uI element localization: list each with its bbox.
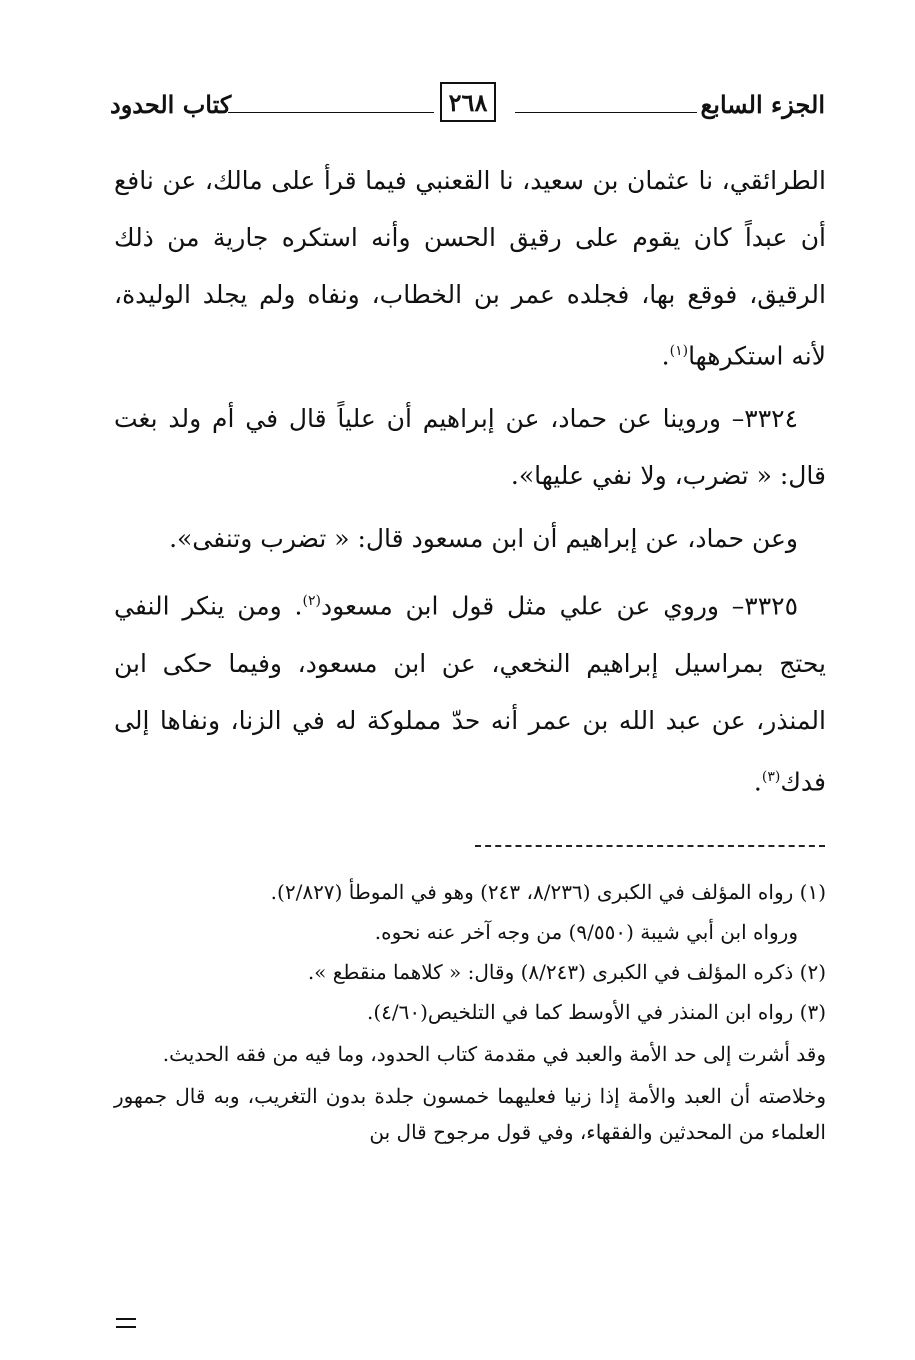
paragraph-3325-text-b: . ومن ينكر النفي يحتج بمراسيل إبراهيم النخعي، عن ابن مسعود، وفيما حكى ابن المنذر، عن عبد الله بن عمر أنه حدّ مملوكة له في الزنا، ونفاها إلى فدك	[114, 591, 826, 796]
paragraph-3324: ٣٣٢٤– وروينا عن حماد، عن إبراهيم أن علياً قال في أم ولد بغت قال: « تضرب، ولا نفي عليها».	[114, 404, 826, 491]
footnote-1-sub: ورواه ابن أبي شيبة (٩/٥٥٠) من وجه آخر عنه نحوه.	[374, 920, 798, 944]
paragraph-3325-end: .	[753, 766, 762, 796]
footnote-1: (١) رواه المؤلف في الكبرى (٨/٢٣٦، ٢٤٣) وهو في الموطأ (٢/٨٢٧).	[270, 880, 826, 904]
paragraph-1	[114, 152, 826, 384]
page-header	[110, 82, 825, 132]
footnote-ref-2: (٢)	[302, 593, 321, 610]
continuation-mark	[116, 1318, 136, 1328]
footnote-comment-2: وخلاصته أن العبد والأمة إذا زنيا فعليهما خمسون جلدة بدون التغريب، وبه قال جمهور العلماء من المحدثين والفقهاء، وفي قول مرجوح قال بن	[114, 1084, 826, 1144]
main-text	[114, 152, 826, 816]
paragraph-1-end: .	[661, 341, 670, 371]
paragraph-1-text: الطرائقي، نا عثمان بن سعيد، نا القعنبي فيما قرأ على مالك، عن نافع أن عبداً كان يقوم على رقيق الحسن وأنه استكره جارية من ذلك الرقيق، فوقع بها، فجلده عمر بن الخطاب، ونفاه ولم يجلد الوليدة، لأنه استكرهها	[114, 166, 826, 371]
footnote-comment-1: وقد أشرت إلى حد الأمة والعبد في مقدمة كتاب الحدود، وما فيه من فقه الحديث.	[162, 1042, 826, 1066]
page-number: ٢٦٨	[440, 82, 496, 122]
footnote-3: (٣) رواه ابن المنذر في الأوسط كما في التلخيص(٤/٦٠).	[366, 1000, 826, 1024]
paragraph-3325	[114, 573, 826, 810]
footnote-2: (٢) ذكره المؤلف في الكبرى (٨/٢٤٣) وقال: « كلاهما منقطع ».	[307, 960, 826, 984]
footnote-separator	[475, 845, 825, 847]
header-rule-right	[515, 112, 697, 113]
volume-title: الجزء السابع	[700, 90, 825, 119]
book-title: كتاب الحدود	[110, 90, 232, 119]
paragraph-ibn-masud: وعن حماد، عن إبراهيم أن ابن مسعود قال: « تضرب وتنفى».	[169, 524, 798, 554]
footnotes	[114, 874, 826, 1154]
paragraph-3325-text-a: ٣٣٢٥– وروي عن علي مثل قول ابن مسعود	[320, 591, 798, 621]
footnote-ref-3: (٣)	[761, 768, 781, 785]
header-rule-left	[228, 112, 434, 113]
footnote-ref-1: (١)	[669, 343, 689, 359]
